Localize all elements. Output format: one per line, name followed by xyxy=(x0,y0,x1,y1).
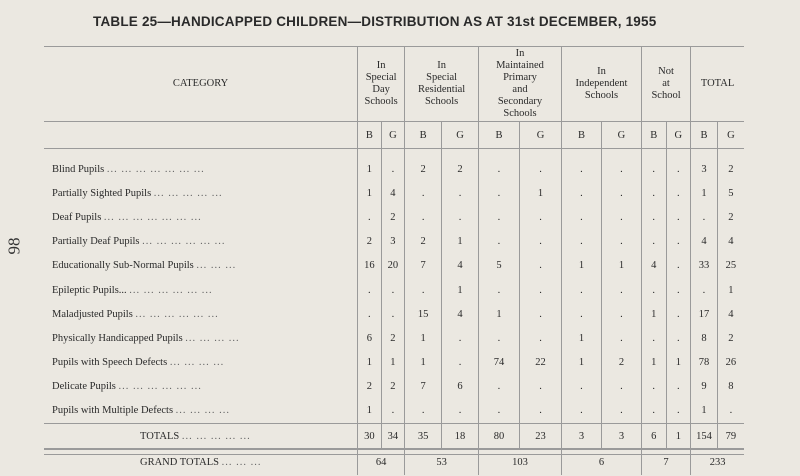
value-cell: . xyxy=(666,230,691,254)
header-row xyxy=(44,46,744,122)
value-cell: . xyxy=(519,302,561,326)
value-cell: 1 xyxy=(601,254,641,278)
value-cell: 20 xyxy=(381,254,405,278)
value-cell: . xyxy=(562,278,602,302)
leader-dots: ... ... ... ... ... ... xyxy=(135,308,219,320)
value-cell: . xyxy=(562,157,602,181)
category-label: Delicate Pupils xyxy=(52,381,116,393)
group-header-line: Schools xyxy=(584,89,619,101)
value-cell: . xyxy=(562,375,602,399)
value-cell: . xyxy=(381,278,405,302)
value-cell: 4 xyxy=(717,302,744,326)
value-cell: 7 xyxy=(405,375,442,399)
category-cell xyxy=(44,326,358,350)
group-header xyxy=(358,46,405,122)
value-cell: 2 xyxy=(717,157,744,181)
value-cell: . xyxy=(601,399,641,424)
subheader-cell: G xyxy=(381,122,405,149)
totals-cell: 154 xyxy=(691,424,718,450)
grand-total-cell: 103 xyxy=(479,449,562,475)
totals-cell: 30 xyxy=(358,424,382,450)
subheader-cell: G xyxy=(601,122,641,149)
value-cell: . xyxy=(641,278,666,302)
group-header xyxy=(562,46,642,122)
value-cell: . xyxy=(442,205,479,229)
value-cell: . xyxy=(381,157,405,181)
value-cell: . xyxy=(666,157,691,181)
value-cell: 4 xyxy=(691,230,718,254)
value-cell: 2 xyxy=(381,205,405,229)
group-header-line: Primary xyxy=(503,71,537,83)
value-cell: . xyxy=(601,181,641,205)
value-cell: . xyxy=(519,230,561,254)
value-cell: 4 xyxy=(381,181,405,205)
value-cell: 1 xyxy=(666,351,691,375)
value-cell: . xyxy=(562,230,602,254)
value-cell: . xyxy=(601,278,641,302)
subheader-cell: G xyxy=(442,122,479,149)
value-cell: 2 xyxy=(405,230,442,254)
category-label: Deaf Pupils xyxy=(52,211,102,223)
value-cell: . xyxy=(601,375,641,399)
totals-cell: 18 xyxy=(442,424,479,450)
value-cell: 17 xyxy=(691,302,718,326)
group-header-line: In xyxy=(376,59,386,71)
leader-dots: ... ... ... ... ... ... ... xyxy=(103,211,202,223)
value-cell: 3 xyxy=(381,230,405,254)
value-cell: 5 xyxy=(717,181,744,205)
leader-dots: ... ... ... ... xyxy=(185,332,240,344)
totals-cell: 34 xyxy=(381,424,405,450)
totals-cell: 79 xyxy=(717,424,744,450)
value-cell: 2 xyxy=(405,157,442,181)
grand-totals-label-cell xyxy=(44,449,358,475)
value-cell: 2 xyxy=(717,326,744,350)
value-cell: 7 xyxy=(405,254,442,278)
value-cell: 25 xyxy=(717,254,744,278)
category-header: CATEGORY xyxy=(172,77,229,89)
value-cell: . xyxy=(519,254,561,278)
group-header-line: In xyxy=(437,59,446,71)
totals-label: TOTALS xyxy=(140,430,180,442)
value-cell: . xyxy=(479,230,520,254)
value-cell: . xyxy=(381,302,405,326)
value-cell: 2 xyxy=(358,230,382,254)
grand-total-cell: 6 xyxy=(562,449,642,475)
value-cell: . xyxy=(666,302,691,326)
value-cell: . xyxy=(405,278,442,302)
category-label: Physically Handicapped Pupils xyxy=(52,332,183,344)
value-cell: 1 xyxy=(442,278,479,302)
group-header-line: Special xyxy=(426,71,458,83)
value-cell: 5 xyxy=(479,254,520,278)
value-cell: 8 xyxy=(691,326,718,350)
category-cell xyxy=(44,230,358,254)
value-cell: 4 xyxy=(442,302,479,326)
distribution-table xyxy=(44,46,744,475)
group-header-line: Day xyxy=(372,83,390,95)
value-cell: . xyxy=(666,205,691,229)
value-cell: . xyxy=(666,326,691,350)
category-label: Partially Sighted Pupils xyxy=(52,187,152,199)
value-cell: . xyxy=(562,205,602,229)
value-cell: . xyxy=(601,326,641,350)
value-cell: . xyxy=(381,399,405,424)
grand-totals-leader: ... ... ... xyxy=(221,457,262,469)
category-label: Blind Pupils xyxy=(52,163,105,175)
value-cell: . xyxy=(562,399,602,424)
value-cell: 1 xyxy=(641,302,666,326)
category-cell xyxy=(44,254,358,278)
totals-cell: 35 xyxy=(405,424,442,450)
value-cell: 1 xyxy=(691,181,718,205)
totals-cell: 3 xyxy=(562,424,602,450)
value-cell: 6 xyxy=(358,326,382,350)
value-cell: 4 xyxy=(641,254,666,278)
value-cell: 1 xyxy=(381,351,405,375)
value-cell: . xyxy=(442,181,479,205)
totals-cell: 3 xyxy=(601,424,641,450)
value-cell: . xyxy=(442,351,479,375)
value-cell: . xyxy=(405,181,442,205)
value-cell: 1 xyxy=(479,302,520,326)
category-label: Pupils with Multiple Defects xyxy=(52,405,174,417)
subheader-cell: B xyxy=(479,122,520,149)
grand-total-cell: 64 xyxy=(358,449,405,475)
category-cell xyxy=(44,278,358,302)
value-cell: . xyxy=(717,399,744,424)
value-cell: 9 xyxy=(691,375,718,399)
value-cell: . xyxy=(666,278,691,302)
value-cell: . xyxy=(405,205,442,229)
value-cell: 1 xyxy=(442,230,479,254)
value-cell: . xyxy=(641,326,666,350)
table-row xyxy=(44,181,744,205)
value-cell: . xyxy=(666,181,691,205)
value-cell: 8 xyxy=(717,375,744,399)
value-cell: . xyxy=(519,326,561,350)
category-cell xyxy=(44,399,358,424)
subheader-cell: B xyxy=(641,122,666,149)
value-cell: . xyxy=(479,375,520,399)
value-cell: . xyxy=(641,375,666,399)
value-cell: 3 xyxy=(691,157,718,181)
spacer-row xyxy=(44,149,744,158)
category-cell xyxy=(44,181,358,205)
value-cell: . xyxy=(479,157,520,181)
value-cell: 2 xyxy=(381,375,405,399)
group-header-line: In xyxy=(515,47,525,59)
value-cell: . xyxy=(562,302,602,326)
value-cell: . xyxy=(358,278,382,302)
table-row xyxy=(44,399,744,424)
value-cell: 1 xyxy=(641,351,666,375)
category-label: Partially Deaf Pupils xyxy=(52,236,140,248)
value-cell: . xyxy=(358,302,382,326)
totals-cell: 80 xyxy=(479,424,520,450)
leader-dots: ... ... ... xyxy=(196,260,237,272)
category-label: Maladjusted Pupils xyxy=(52,308,133,320)
subheader-cell: B xyxy=(358,122,382,149)
category-cell xyxy=(44,351,358,375)
group-header-line: TOTAL xyxy=(700,77,735,89)
value-cell: 1 xyxy=(405,351,442,375)
value-cell: . xyxy=(666,254,691,278)
category-cell xyxy=(44,205,358,229)
group-header-line: Residential xyxy=(417,83,466,95)
group-header xyxy=(405,46,479,122)
group-header xyxy=(641,46,690,122)
totals-row xyxy=(44,424,744,450)
value-cell: . xyxy=(666,399,691,424)
value-cell: . xyxy=(479,205,520,229)
value-cell: 2 xyxy=(381,326,405,350)
category-label: Educationally Sub-Normal Pupils xyxy=(52,260,194,272)
value-cell: 2 xyxy=(358,375,382,399)
group-header-line: Maintained xyxy=(496,59,544,71)
totals-cell: 23 xyxy=(519,424,561,450)
subheader-cell: G xyxy=(717,122,744,149)
group-header-line: Special xyxy=(365,71,397,83)
value-cell: . xyxy=(442,399,479,424)
table-row xyxy=(44,157,744,181)
value-cell: 1 xyxy=(562,326,602,350)
value-cell: . xyxy=(641,230,666,254)
subheader-cell: B xyxy=(405,122,442,149)
leader-dots: ... ... ... ... ... ... xyxy=(142,236,226,248)
table-row xyxy=(44,326,744,350)
grand-totals-row xyxy=(44,449,744,475)
group-header-line: Not xyxy=(658,65,674,77)
group-header-line: Independent xyxy=(575,77,628,89)
category-cell xyxy=(44,302,358,326)
value-cell: 1 xyxy=(562,254,602,278)
table-row xyxy=(44,254,744,278)
category-label: Epileptic Pupils... xyxy=(52,284,127,296)
table-row xyxy=(44,375,744,399)
group-header-line: School xyxy=(651,89,681,101)
value-cell: . xyxy=(358,205,382,229)
value-cell: 1 xyxy=(358,157,382,181)
grand-total-cell: 7 xyxy=(641,449,690,475)
subheader-cell: B xyxy=(691,122,718,149)
totals-cell: 1 xyxy=(666,424,691,450)
grand-total-cell: 233 xyxy=(691,449,744,475)
totals-label-cell xyxy=(44,424,358,450)
value-cell: 1 xyxy=(358,181,382,205)
value-cell: 1 xyxy=(691,399,718,424)
value-cell: . xyxy=(691,205,718,229)
value-cell: . xyxy=(691,278,718,302)
subheader-row xyxy=(44,122,744,149)
value-cell: . xyxy=(601,230,641,254)
value-cell: . xyxy=(519,157,561,181)
table-row xyxy=(44,302,744,326)
group-header-line: Schools xyxy=(364,95,398,107)
group-header-line: In xyxy=(597,65,606,77)
group-header-line: Schools xyxy=(503,107,537,119)
grand-totals-label: GRAND TOTALS xyxy=(140,457,219,469)
value-cell: 1 xyxy=(358,399,382,424)
value-cell: . xyxy=(479,326,520,350)
group-header-line: Schools xyxy=(424,95,459,107)
subheader-cell: B xyxy=(562,122,602,149)
leader-dots: ... ... ... ... ... xyxy=(153,187,223,199)
table-row xyxy=(44,278,744,302)
leader-dots: ... ... ... ... ... ... ... xyxy=(106,163,205,175)
group-header-line: at xyxy=(662,77,670,89)
value-cell: 1 xyxy=(358,351,382,375)
grand-total-cell: 53 xyxy=(405,449,479,475)
value-cell: 16 xyxy=(358,254,382,278)
value-cell: 6 xyxy=(442,375,479,399)
value-cell: 26 xyxy=(717,351,744,375)
value-cell: . xyxy=(479,278,520,302)
value-cell: 15 xyxy=(405,302,442,326)
value-cell: 2 xyxy=(442,157,479,181)
table-row xyxy=(44,230,744,254)
value-cell: . xyxy=(479,399,520,424)
table-row xyxy=(44,205,744,229)
leader-dots: ... ... ... ... xyxy=(169,357,225,369)
value-cell: . xyxy=(641,399,666,424)
value-cell: 4 xyxy=(717,230,744,254)
value-cell: . xyxy=(519,278,561,302)
value-cell: . xyxy=(641,181,666,205)
totals-cell: 6 xyxy=(641,424,666,450)
value-cell: . xyxy=(666,375,691,399)
leader-dots: ... ... ... ... xyxy=(175,405,231,417)
subheader-blank xyxy=(44,122,358,149)
group-header xyxy=(479,46,562,122)
group-header xyxy=(691,46,744,122)
value-cell: 4 xyxy=(442,254,479,278)
value-cell: . xyxy=(601,302,641,326)
value-cell: 1 xyxy=(519,181,561,205)
table-row xyxy=(44,351,744,375)
value-cell: . xyxy=(519,375,561,399)
value-cell: 33 xyxy=(691,254,718,278)
category-label: Pupils with Speech Defects xyxy=(52,357,168,369)
value-cell: . xyxy=(442,326,479,350)
totals-leader: ... ... ... ... ... xyxy=(181,430,251,442)
value-cell: 78 xyxy=(691,351,718,375)
value-cell: . xyxy=(601,157,641,181)
table-body xyxy=(44,149,744,424)
subheader-cell: G xyxy=(519,122,561,149)
group-header-line: and xyxy=(512,83,528,95)
leader-dots: ... ... ... ... ... ... xyxy=(118,381,202,393)
value-cell: . xyxy=(641,205,666,229)
value-cell: 1 xyxy=(717,278,744,302)
value-cell: . xyxy=(519,399,561,424)
value-cell: 1 xyxy=(405,326,442,350)
value-cell: . xyxy=(519,205,561,229)
value-cell: 22 xyxy=(519,351,561,375)
value-cell: 2 xyxy=(717,205,744,229)
value-cell: . xyxy=(562,181,602,205)
subheader-cell: G xyxy=(666,122,691,149)
value-cell: 1 xyxy=(562,351,602,375)
group-header-line: Secondary xyxy=(497,95,543,107)
value-cell: . xyxy=(479,181,520,205)
category-cell xyxy=(44,157,358,181)
value-cell: 2 xyxy=(601,351,641,375)
value-cell: . xyxy=(641,157,666,181)
value-cell: 74 xyxy=(479,351,520,375)
value-cell: . xyxy=(601,205,641,229)
value-cell: . xyxy=(405,399,442,424)
page-number: 98 xyxy=(4,237,24,255)
leader-dots: ... ... ... ... ... ... xyxy=(129,284,213,296)
table-title: TABLE 25—HANDICAPPED CHILDREN—DISTRIBUTION AS AT 31st DECEMBER, 1955 xyxy=(93,14,657,29)
category-cell xyxy=(44,375,358,399)
